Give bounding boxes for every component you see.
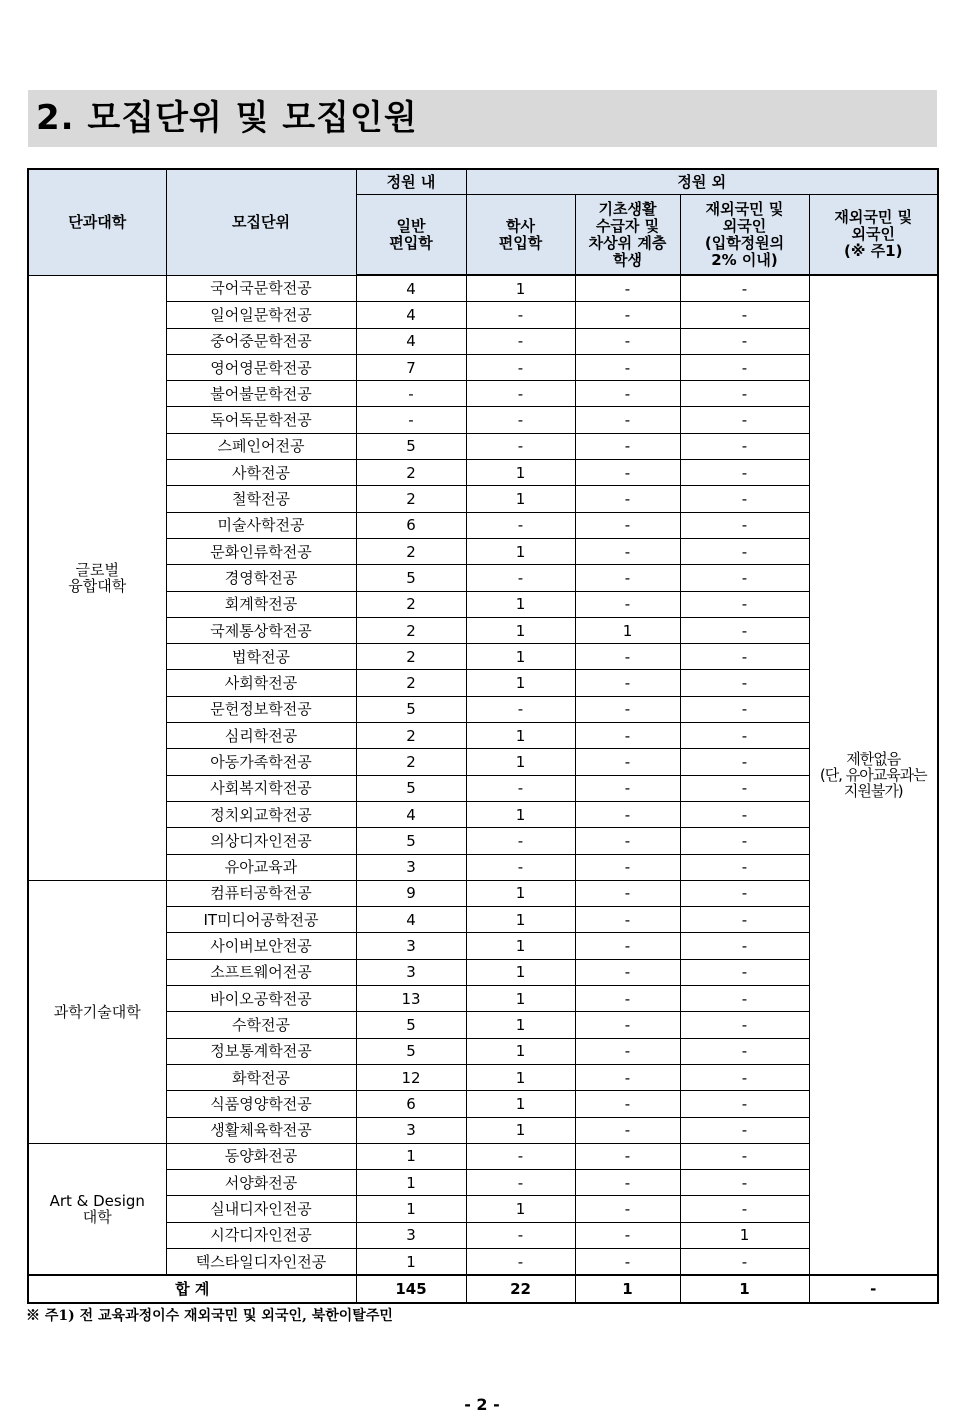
major-name: 식품영양학전공 bbox=[166, 1091, 356, 1117]
bachelor-count: 1 bbox=[466, 670, 575, 696]
general-count: 1 bbox=[356, 1196, 466, 1222]
college-name: Art & Design 대학 bbox=[28, 1143, 166, 1275]
overseas-2pct-count: - bbox=[680, 381, 809, 407]
overseas-2pct-count: - bbox=[680, 907, 809, 933]
overseas-2pct-count: - bbox=[680, 1248, 809, 1275]
header-unit: 모집단위 bbox=[166, 169, 356, 275]
general-count: 12 bbox=[356, 1064, 466, 1090]
total-overseas-2pct: 1 bbox=[680, 1275, 809, 1302]
basic-livelihood-count: - bbox=[575, 302, 680, 328]
bachelor-count: 1 bbox=[466, 933, 575, 959]
major-name: 일어일문학전공 bbox=[166, 302, 356, 328]
general-count: 2 bbox=[356, 670, 466, 696]
general-count: 3 bbox=[356, 1117, 466, 1143]
overseas-2pct-count: - bbox=[680, 407, 809, 433]
page-number: - 2 - bbox=[464, 1395, 500, 1414]
basic-livelihood-count: - bbox=[575, 1143, 680, 1169]
bachelor-count: 1 bbox=[466, 749, 575, 775]
bachelor-count: 1 bbox=[466, 1038, 575, 1064]
major-name: 수학전공 bbox=[166, 1012, 356, 1038]
general-count: 3 bbox=[356, 1222, 466, 1248]
general-count: 5 bbox=[356, 1038, 466, 1064]
basic-livelihood-count: - bbox=[575, 880, 680, 906]
major-name: 시각디자인전공 bbox=[166, 1222, 356, 1248]
bachelor-count: 1 bbox=[466, 907, 575, 933]
general-count: 9 bbox=[356, 880, 466, 906]
bachelor-count: 1 bbox=[466, 1064, 575, 1090]
total-row bbox=[28, 1275, 938, 1302]
header-general: 일반 편입학 bbox=[356, 195, 466, 276]
basic-livelihood-count: - bbox=[575, 407, 680, 433]
overseas-2pct-count: - bbox=[680, 354, 809, 380]
bachelor-count: - bbox=[466, 407, 575, 433]
major-name: 생활체육학전공 bbox=[166, 1117, 356, 1143]
major-name: 스페인어전공 bbox=[166, 433, 356, 459]
header-basic-livelihood: 기초생활 수급자 및 차상위 계층 학생 bbox=[575, 195, 680, 276]
major-name: 심리학전공 bbox=[166, 723, 356, 749]
major-name: 회계학전공 bbox=[166, 591, 356, 617]
overseas-2pct-count: - bbox=[680, 933, 809, 959]
general-count: 5 bbox=[356, 775, 466, 801]
bachelor-count: 1 bbox=[466, 1196, 575, 1222]
overseas-2pct-count: - bbox=[680, 617, 809, 643]
major-name: 문화인류학전공 bbox=[166, 538, 356, 564]
overseas-2pct-count: - bbox=[680, 1012, 809, 1038]
footnote: ※ 주1) 전 교육과정이수 재외국민 및 외국인, 북한이탈주민 bbox=[26, 1308, 393, 1324]
basic-livelihood-count: - bbox=[575, 354, 680, 380]
basic-livelihood-count: - bbox=[575, 1196, 680, 1222]
table-body bbox=[28, 275, 938, 1303]
basic-livelihood-count: - bbox=[575, 381, 680, 407]
bachelor-count: 1 bbox=[466, 1091, 575, 1117]
overseas-2pct-count: - bbox=[680, 275, 809, 302]
general-count: 2 bbox=[356, 749, 466, 775]
bachelor-count: - bbox=[466, 512, 575, 538]
overseas-2pct-count: - bbox=[680, 486, 809, 512]
major-name: 중어중문학전공 bbox=[166, 328, 356, 354]
total-bachelor: 22 bbox=[466, 1275, 575, 1302]
basic-livelihood-count: - bbox=[575, 538, 680, 564]
major-name: 법학전공 bbox=[166, 644, 356, 670]
major-name: 사회학전공 bbox=[166, 670, 356, 696]
bachelor-count: - bbox=[466, 354, 575, 380]
overseas-2pct-count: - bbox=[680, 959, 809, 985]
general-count: 5 bbox=[356, 1012, 466, 1038]
general-count: 1 bbox=[356, 1170, 466, 1196]
header-out-quota: 정원 외 bbox=[466, 169, 938, 195]
bachelor-count: 1 bbox=[466, 801, 575, 827]
major-name: 의상디자인전공 bbox=[166, 828, 356, 854]
bachelor-count: - bbox=[466, 381, 575, 407]
major-name: 사회복지학전공 bbox=[166, 775, 356, 801]
general-count: 1 bbox=[356, 1248, 466, 1275]
major-name: 영어영문학전공 bbox=[166, 354, 356, 380]
general-count: 6 bbox=[356, 1091, 466, 1117]
major-name: 경영학전공 bbox=[166, 565, 356, 591]
overseas-2pct-count: - bbox=[680, 696, 809, 722]
basic-livelihood-count: - bbox=[575, 1064, 680, 1090]
major-name: 아동가족학전공 bbox=[166, 749, 356, 775]
header-college: 단과대학 bbox=[28, 169, 166, 275]
total-general: 145 bbox=[356, 1275, 466, 1302]
general-count: 7 bbox=[356, 354, 466, 380]
major-name: 서양화전공 bbox=[166, 1170, 356, 1196]
total-label: 합 계 bbox=[28, 1275, 356, 1302]
basic-livelihood-count: - bbox=[575, 644, 680, 670]
general-count: 3 bbox=[356, 959, 466, 985]
overseas-unlimited-note: 제한없음 (단, 유아교육과는 지원불가) bbox=[809, 275, 938, 1275]
bachelor-count: 1 bbox=[466, 1012, 575, 1038]
bachelor-count: - bbox=[466, 854, 575, 880]
overseas-2pct-count: - bbox=[680, 775, 809, 801]
overseas-2pct-count: - bbox=[680, 723, 809, 749]
basic-livelihood-count: - bbox=[575, 775, 680, 801]
general-count: 6 bbox=[356, 512, 466, 538]
basic-livelihood-count: 1 bbox=[575, 617, 680, 643]
major-name: 동양화전공 bbox=[166, 1143, 356, 1169]
major-name: 정보통계학전공 bbox=[166, 1038, 356, 1064]
general-count: - bbox=[356, 407, 466, 433]
overseas-2pct-count: - bbox=[680, 1117, 809, 1143]
bachelor-count: - bbox=[466, 828, 575, 854]
general-count: 2 bbox=[356, 723, 466, 749]
bachelor-count: 1 bbox=[466, 617, 575, 643]
bachelor-count: - bbox=[466, 1248, 575, 1275]
header-bachelor: 학사 편입학 bbox=[466, 195, 575, 276]
bachelor-count: 1 bbox=[466, 959, 575, 985]
overseas-2pct-count: - bbox=[680, 1196, 809, 1222]
basic-livelihood-count: - bbox=[575, 1117, 680, 1143]
bachelor-count: - bbox=[466, 302, 575, 328]
general-count: 3 bbox=[356, 933, 466, 959]
general-count: 2 bbox=[356, 486, 466, 512]
overseas-2pct-count: - bbox=[680, 1143, 809, 1169]
bachelor-count: - bbox=[466, 565, 575, 591]
major-name: 철학전공 bbox=[166, 486, 356, 512]
basic-livelihood-count: - bbox=[575, 1248, 680, 1275]
major-name: 미술사학전공 bbox=[166, 512, 356, 538]
overseas-2pct-count: - bbox=[680, 986, 809, 1012]
basic-livelihood-count: - bbox=[575, 275, 680, 302]
major-name: 실내디자인전공 bbox=[166, 1196, 356, 1222]
basic-livelihood-count: - bbox=[575, 696, 680, 722]
basic-livelihood-count: - bbox=[575, 1170, 680, 1196]
basic-livelihood-count: - bbox=[575, 959, 680, 985]
major-name: 사학전공 bbox=[166, 460, 356, 486]
general-count: 5 bbox=[356, 433, 466, 459]
basic-livelihood-count: - bbox=[575, 1012, 680, 1038]
bachelor-count: - bbox=[466, 1143, 575, 1169]
bachelor-count: 1 bbox=[466, 538, 575, 564]
general-count: 5 bbox=[356, 565, 466, 591]
overseas-2pct-count: - bbox=[680, 328, 809, 354]
general-count: 1 bbox=[356, 1143, 466, 1169]
college-name: 과학기술대학 bbox=[28, 880, 166, 1143]
general-count: - bbox=[356, 381, 466, 407]
major-name: 사이버보안전공 bbox=[166, 933, 356, 959]
major-name: 국어국문학전공 bbox=[166, 275, 356, 302]
basic-livelihood-count: - bbox=[575, 460, 680, 486]
section-title: 2. 모집단위 및 모집인원 bbox=[36, 98, 418, 138]
basic-livelihood-count: - bbox=[575, 433, 680, 459]
basic-livelihood-count: - bbox=[575, 565, 680, 591]
overseas-2pct-count: - bbox=[680, 512, 809, 538]
header-in-quota: 정원 내 bbox=[356, 169, 466, 195]
basic-livelihood-count: - bbox=[575, 591, 680, 617]
general-count: 4 bbox=[356, 302, 466, 328]
overseas-2pct-count: - bbox=[680, 1064, 809, 1090]
major-name: IT미디어공학전공 bbox=[166, 907, 356, 933]
basic-livelihood-count: - bbox=[575, 749, 680, 775]
overseas-2pct-count: - bbox=[680, 302, 809, 328]
overseas-2pct-count: - bbox=[680, 565, 809, 591]
overseas-2pct-count: - bbox=[680, 801, 809, 827]
bachelor-count: 1 bbox=[466, 486, 575, 512]
overseas-2pct-count: - bbox=[680, 1170, 809, 1196]
bachelor-count: 1 bbox=[466, 723, 575, 749]
general-count: 13 bbox=[356, 986, 466, 1012]
basic-livelihood-count: - bbox=[575, 854, 680, 880]
major-name: 불어불문학전공 bbox=[166, 381, 356, 407]
major-name: 정치외교학전공 bbox=[166, 801, 356, 827]
general-count: 4 bbox=[356, 328, 466, 354]
basic-livelihood-count: - bbox=[575, 512, 680, 538]
general-count: 5 bbox=[356, 828, 466, 854]
bachelor-count: - bbox=[466, 328, 575, 354]
major-name: 컴퓨터공학전공 bbox=[166, 880, 356, 906]
total-overseas: - bbox=[809, 1275, 938, 1302]
basic-livelihood-count: - bbox=[575, 933, 680, 959]
bachelor-count: 1 bbox=[466, 986, 575, 1012]
basic-livelihood-count: - bbox=[575, 486, 680, 512]
table-row bbox=[28, 1143, 938, 1169]
overseas-2pct-count: - bbox=[680, 433, 809, 459]
general-count: 3 bbox=[356, 854, 466, 880]
header-overseas: 재외국민 및 외국인 (※ 주1) bbox=[809, 195, 938, 276]
major-name: 독어독문학전공 bbox=[166, 407, 356, 433]
basic-livelihood-count: - bbox=[575, 907, 680, 933]
bachelor-count: 1 bbox=[466, 644, 575, 670]
overseas-2pct-count: - bbox=[680, 538, 809, 564]
overseas-2pct-count: 1 bbox=[680, 1222, 809, 1248]
general-count: 2 bbox=[356, 617, 466, 643]
bachelor-count: 1 bbox=[466, 1117, 575, 1143]
bachelor-count: 1 bbox=[466, 275, 575, 302]
overseas-2pct-count: - bbox=[680, 670, 809, 696]
table-row bbox=[28, 880, 938, 906]
major-name: 소프트웨어전공 bbox=[166, 959, 356, 985]
general-count: 5 bbox=[356, 696, 466, 722]
recruitment-table bbox=[27, 168, 939, 1304]
header-overseas-2pct: 재외국민 및 외국인 (입학정원의 2% 이내) bbox=[680, 195, 809, 276]
general-count: 2 bbox=[356, 644, 466, 670]
major-name: 문헌정보학전공 bbox=[166, 696, 356, 722]
basic-livelihood-count: - bbox=[575, 1091, 680, 1117]
total-basic-livelihood: 1 bbox=[575, 1275, 680, 1302]
bachelor-count: - bbox=[466, 1222, 575, 1248]
major-name: 바이오공학전공 bbox=[166, 986, 356, 1012]
basic-livelihood-count: - bbox=[575, 328, 680, 354]
basic-livelihood-count: - bbox=[575, 828, 680, 854]
major-name: 텍스타일디자인전공 bbox=[166, 1248, 356, 1275]
bachelor-count: 1 bbox=[466, 460, 575, 486]
bachelor-count: - bbox=[466, 433, 575, 459]
overseas-2pct-count: - bbox=[680, 644, 809, 670]
general-count: 4 bbox=[356, 801, 466, 827]
overseas-2pct-count: - bbox=[680, 880, 809, 906]
basic-livelihood-count: - bbox=[575, 670, 680, 696]
general-count: 2 bbox=[356, 538, 466, 564]
bachelor-count: 1 bbox=[466, 880, 575, 906]
college-name: 글로벌 융합대학 bbox=[28, 275, 166, 880]
overseas-2pct-count: - bbox=[680, 749, 809, 775]
basic-livelihood-count: - bbox=[575, 1038, 680, 1064]
basic-livelihood-count: - bbox=[575, 723, 680, 749]
general-count: 4 bbox=[356, 907, 466, 933]
bachelor-count: 1 bbox=[466, 591, 575, 617]
major-name: 화학전공 bbox=[166, 1064, 356, 1090]
overseas-2pct-count: - bbox=[680, 591, 809, 617]
basic-livelihood-count: - bbox=[575, 801, 680, 827]
overseas-2pct-count: - bbox=[680, 1038, 809, 1064]
table-row bbox=[28, 275, 938, 302]
general-count: 2 bbox=[356, 460, 466, 486]
bachelor-count: - bbox=[466, 1170, 575, 1196]
overseas-2pct-count: - bbox=[680, 828, 809, 854]
overseas-2pct-count: - bbox=[680, 854, 809, 880]
overseas-2pct-count: - bbox=[680, 1091, 809, 1117]
bachelor-count: - bbox=[466, 696, 575, 722]
section-title-bar bbox=[28, 90, 937, 147]
major-name: 국제통상학전공 bbox=[166, 617, 356, 643]
general-count: 2 bbox=[356, 591, 466, 617]
major-name: 유아교육과 bbox=[166, 854, 356, 880]
general-count: 4 bbox=[356, 275, 466, 302]
overseas-2pct-count: - bbox=[680, 460, 809, 486]
bachelor-count: - bbox=[466, 775, 575, 801]
basic-livelihood-count: - bbox=[575, 1222, 680, 1248]
basic-livelihood-count: - bbox=[575, 986, 680, 1012]
